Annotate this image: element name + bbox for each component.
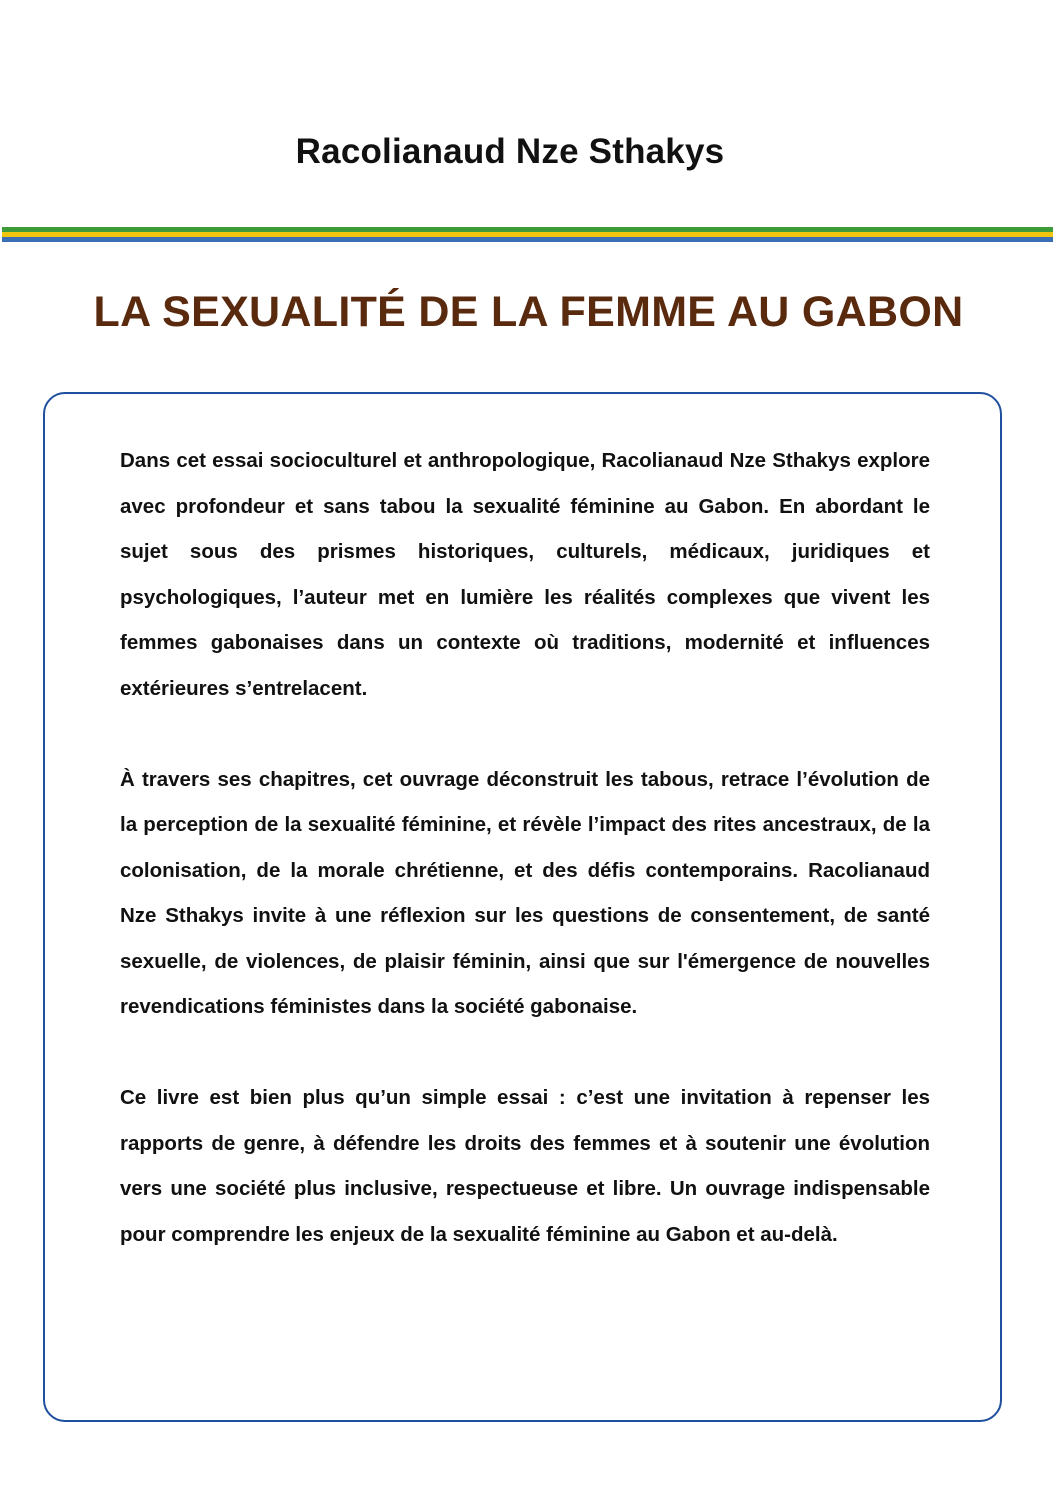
summary-text — [120, 438, 930, 1303]
summary-paragraph: Ce livre est bien plus qu’un simple essai : c’est une invitation à repenser les rapports de genre, à défendre les droits des femmes et à soutenir une évolution vers une société plus inclusive, respectueuse et libre. Un ouvrage indispensable pour comprendre les enjeux de la sexualité féminine au Gabon et au-delà. — [120, 1086, 930, 1246]
stripe-blue — [2, 237, 1053, 242]
author-name: Racolianaud Nze Sthakys — [295, 132, 725, 171]
summary-paragraph: À travers ses chapitres, cet ouvrage déconstruit les tabous, retrace l’évolution de la perception de la sexualité féminine, et révèle l’impact des rites ancestraux, de la colonisation, de la morale chrétienne, et des défis contemporains. Racolianaud Nze Sthakys invite à une réflexion sur les questions de consentement, de santé sexuelle, de violences, de plaisir féminin, ainsi que sur l'émergence de nouvelles revendications féministes dans la société gabonaise. — [120, 767, 930, 1018]
summary-paragraph: Dans cet essai socioculturel et anthropologique, Racolianaud Nze Sthakys explore avec profondeur et sans tabou la sexualité féminine au Gabon. En abordant le sujet sous des prismes historiques, culturels, médicaux, juridiques et psychologiques, l’auteur met en lumière les réalités complexes que vivent les femmes gabonaises dans un contexte où traditions, modernité et influences extérieures s’entrelacent. — [120, 449, 930, 700]
book-title: LA SEXUALITÉ DE LA FEMME AU GABON — [93, 288, 964, 336]
flag-stripes — [2, 227, 1053, 242]
